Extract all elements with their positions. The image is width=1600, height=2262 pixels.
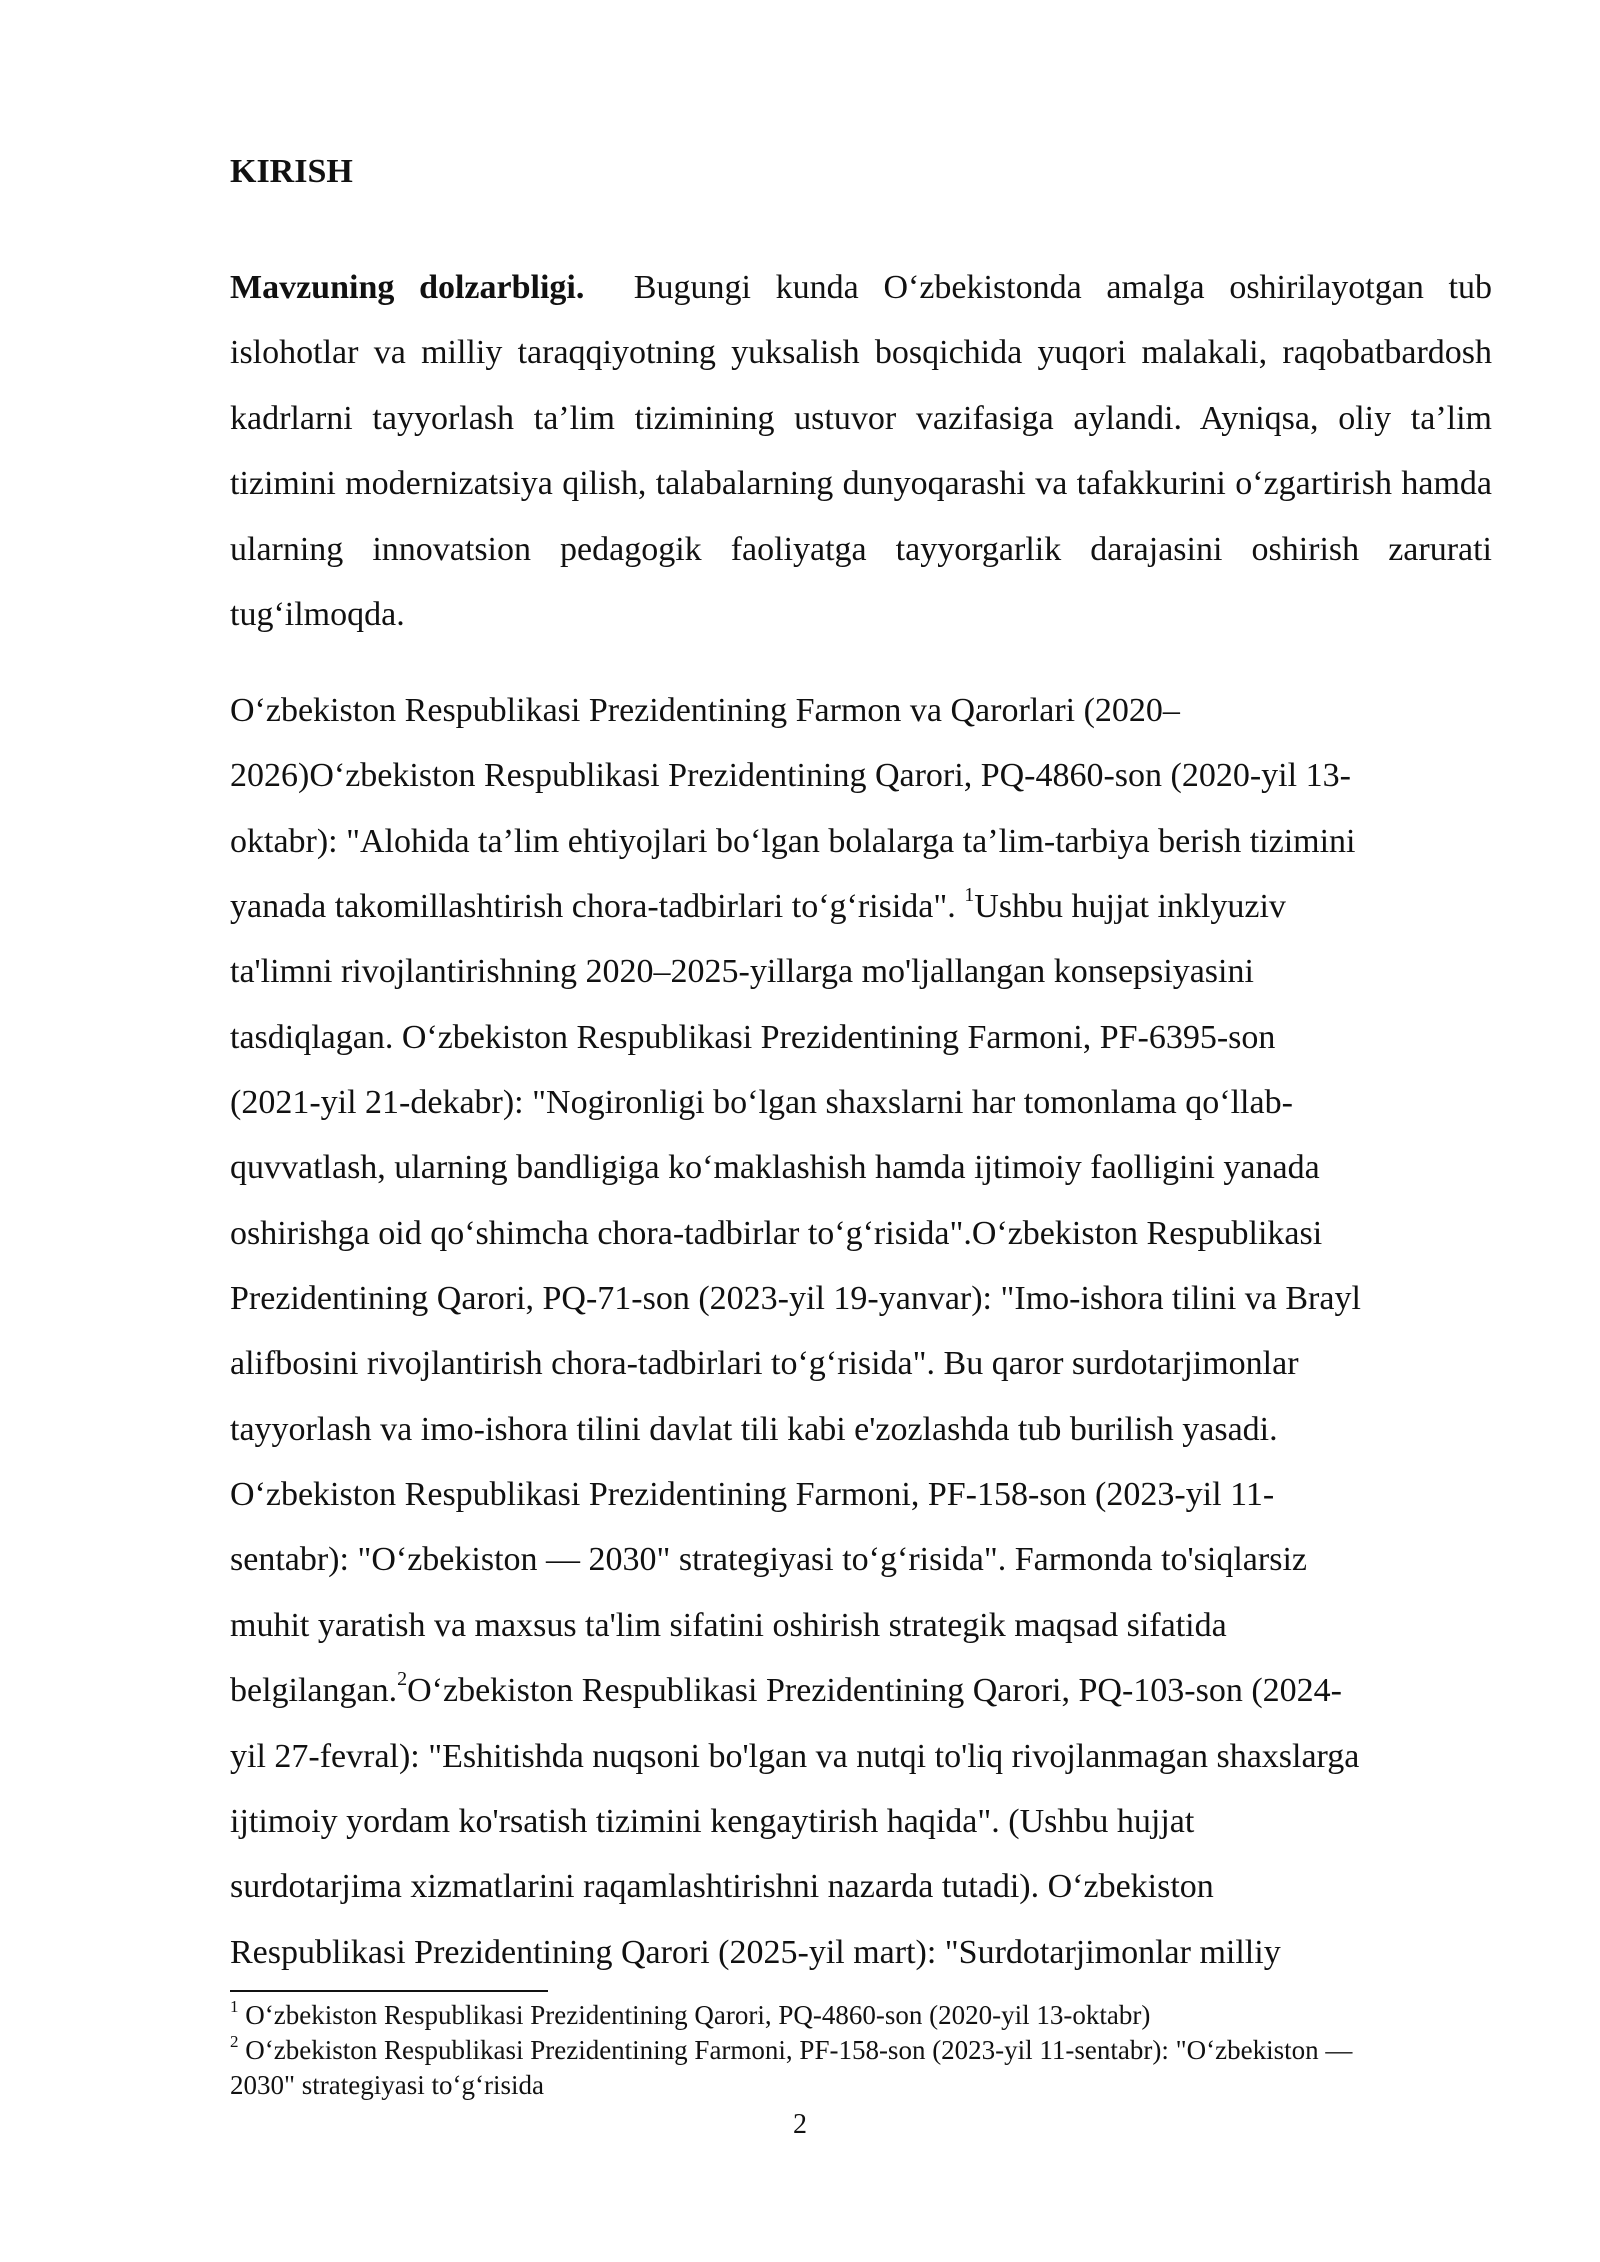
footnote-reference-2[interactable]: 2 [397,1667,408,1690]
text-line: O‘zbekiston Respublikasi Prezidentining Farmon va Qarorlari (2020– [230,692,1180,729]
text-line: tayyorlash va imo-ishora tilini davlat tili kabi e'zozlashda tub burilish yasadi. [230,1410,1278,1448]
paragraph-text: Bugungi kunda O‘zbekistonda amalga oshirilayotgan tub islohotlar va milliy taraqqiyotning yuksalish bosqichida yuqori malakali, raqobatbardosh kadrlarni tayyorlash ta’lim tizimining ustuvor vazifasiga aylandi. Ayniqsa, oliy ta’lim tizimini modernizatsiya qilish, talabalarning dunyoqarashi va tafakkurini o‘zgartirish hamda ularning innovatsion pedagogik faoliyatga tayyorgarlik darajasini oshirish zarurati tug‘ilmoqda. [230,269,1492,634]
text-line: muhit yaratish va maxsus ta'lim sifatini oshirish strategik maqsad sifatida [230,1606,1227,1644]
text-line [230,1658,1492,1723]
text-segment: yanada takomillashtirish chora-tadbirlari to‘g‘risida". [230,888,956,926]
text-segment: belgilangan. [230,1672,398,1710]
paragraph-relevance [230,255,1492,647]
text-line: ijtimoiy yordam ko'rsatish tizimini kengaytirish haqida". (Ushbu hujjat [230,1802,1195,1840]
text-line: (2021-yil 21-dekabr): "Nogironligi bo‘lgan shaxslarni har tomonlama qo‘llab- [230,1084,1293,1122]
paragraph-lead: Mavzuning dolzarbligi. [230,269,585,306]
text-line: 2026)O‘zbekiston Respublikasi Prezidentining Qarori, PQ-4860-son (2020-yil 13- [230,757,1351,795]
text-line: tasdiqlagan. O‘zbekiston Respublikasi Prezidentining Farmoni, PF-6395-son [230,1018,1276,1056]
footnote-text: O‘zbekiston Respublikasi Prezidentining Qarori, PQ-4860-son (2020-yil 13-oktabr) [245,2000,1151,2030]
footnotes [230,1998,1492,2103]
footnote-line [230,2033,1492,2068]
footnote-reference-1[interactable]: 1 [964,883,975,906]
text-line [230,874,1492,939]
text-segment: Ushbu hujjat inklyuziv [974,888,1286,926]
text-line: surdotarjima xizmatlarini raqamlashtirishni nazarda tutadi). O‘zbekiston [230,1868,1214,1906]
text-line: sentabr): "O‘zbekiston — 2030" strategiyasi to‘g‘risida". Farmonda to'siqlarsiz [230,1541,1307,1579]
text-line: yil 27-fevral): "Eshitishda nuqsoni bo'lgan va nutqi to'liq rivojlanmagan shaxslarga [230,1737,1360,1775]
text-line: Prezidentining Qarori, PQ-71-son (2023-yil 19-yanvar): "Imo-ishora tilini va Brayl [230,1280,1361,1318]
text-line: alifbosini rivojlantirish chora-tadbirlari to‘g‘risida". Bu qaror surdotarjimonlar [230,1345,1299,1383]
footnote-line [230,1998,1492,2033]
paragraph-decrees [230,678,1492,1985]
text-line: oktabr): "Alohida ta’lim ehtiyojlari bo‘lgan bolalarga ta’lim-tarbiya berish tizimini [230,822,1356,860]
footnote-separator [230,1990,548,1992]
section-heading: KIRISH [230,153,353,190]
footnote-text: O‘zbekiston Respublikasi Prezidentining Farmoni, PF-158-son (2023-yil 11-sentabr): "O‘zbekiston — [245,2035,1353,2065]
footnote-mark: 1 [230,1997,239,2016]
text-line: oshirishga oid qo‘shimcha chora-tadbirlar to‘g‘risida".O‘zbekiston Respublikasi [230,1214,1323,1252]
text-line: ta'limni rivojlantirishning 2020–2025-yillarga mo'ljallangan konsepsiyasini [230,953,1254,991]
footnote-mark: 2 [230,2032,239,2051]
footnote-line: 2030" strategiyasi to‘g‘risida [230,2070,544,2100]
text-segment: O‘zbekiston Respublikasi Prezidentining Qarori, PQ-103-son (2024- [407,1672,1342,1710]
text-line: quvvatlash, ularning bandligiga ko‘maklashish hamda ijtimoiy faolligini yanada [230,1149,1320,1187]
text-line: Respublikasi Prezidentining Qarori (2025-yil mart): "Surdotarjimonlar milliy [230,1933,1281,1971]
text-line: O‘zbekiston Respublikasi Prezidentining Farmoni, PF-158-son (2023-yil 11- [230,1476,1275,1514]
footnote-2 [230,2033,1492,2103]
page-number: 2 [793,2109,807,2140]
footnote-1 [230,1998,1492,2033]
